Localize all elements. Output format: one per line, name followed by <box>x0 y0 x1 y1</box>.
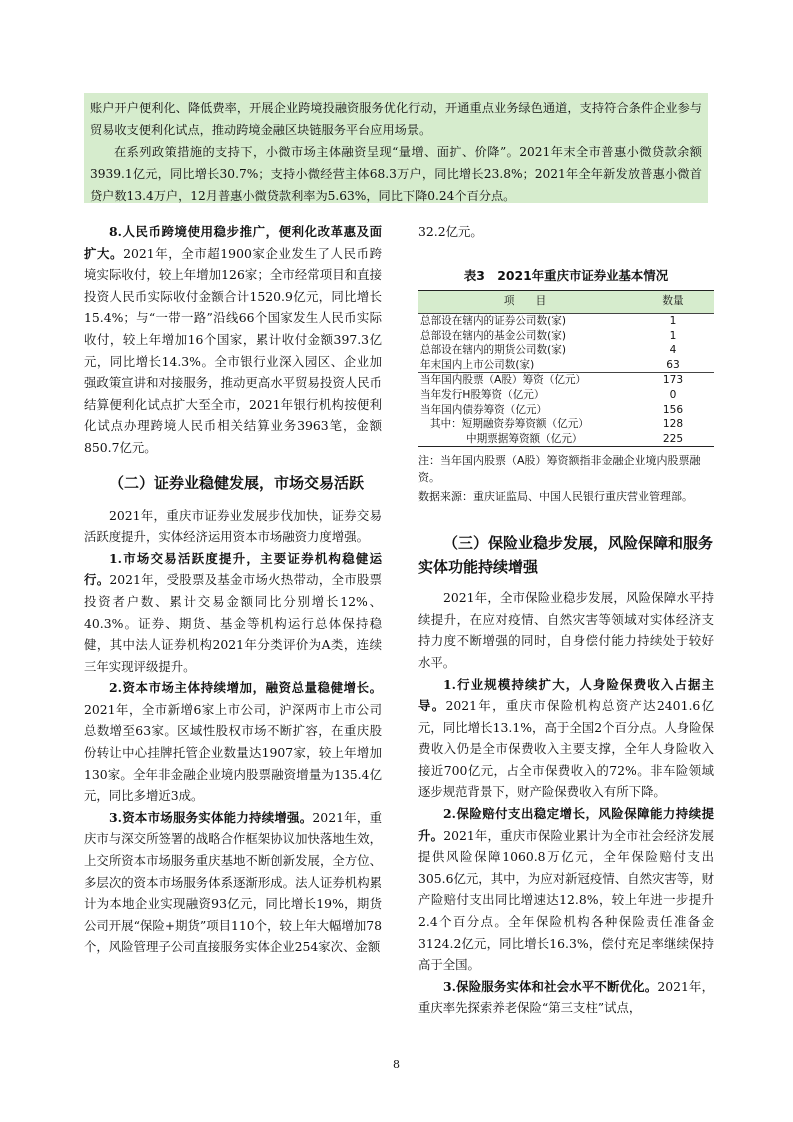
section-heading-securities: （二）证券业稳健发展，市场交易活跃 <box>109 473 365 492</box>
paragraph-body: 2021年，重庆市保险机构总资产达2401.6亿元，同比增长13.1%，高于全国2个百分点。人身险保费收入仍是全市保费收入主要支撑，全年人身险收入接近700亿元，占全市保费收入的72%。非车险领域逐步规范背景下，财产险保费收入有所下降。 <box>418 698 715 800</box>
right-column <box>418 221 714 1019</box>
paragraph-heading: 2.资本市场主体持续增加，融资总量稳健增长。 <box>109 680 382 696</box>
paragraph-body: 2021年，重庆率先探索养老保险“第三支柱”试点， <box>418 978 714 1016</box>
row-value: 1 <box>669 315 677 328</box>
row-label: 当年发行H股筹资（亿元） <box>420 389 545 402</box>
paragraph-heading: 3.保险服务实体和社会水平不断优化。 <box>443 978 658 994</box>
header-value: 数量 <box>632 291 714 314</box>
paragraph-heading: 3.资本市场服务实体能力持续增强。 <box>109 809 313 825</box>
row-value: 173 <box>632 373 714 388</box>
paragraph-body: 2021年，重庆市与深交所签署的战略合作框架协议加快落地生效，上交所资本市场服务重庆基地不断创新发展，全方位、多层次的资本市场服务体系逐渐形成。法人证券机构累计为本地企业实现融资93亿元，同比增长19%，期货公司开展“保险+期货”项目110个，较上年大幅增加78个，风险管理子公司直接服务实体企业254家次、金额 <box>84 809 382 955</box>
highlight-box <box>84 93 708 203</box>
left-column <box>84 221 382 958</box>
paragraph-heading: 1.行业规模持续扩大，人身险保费收入占据主导。 <box>418 676 714 714</box>
paragraph-heading: 1.市场交易活跃度提升，主要证券机构稳健运行。 <box>84 550 382 588</box>
table-row <box>418 432 714 447</box>
section-heading-insurance: （三）保险业稳步发展，风险保障和服务实体功能持续增强 <box>418 534 714 577</box>
row-value: 1 <box>669 329 677 342</box>
row-value: 156 <box>662 403 684 416</box>
row-value: 0 <box>669 389 677 402</box>
paragraph-rmb-crossborder <box>84 221 382 459</box>
row-value: 225 <box>632 432 714 447</box>
paragraph-capital-market <box>84 677 382 807</box>
table-header-row <box>418 291 714 314</box>
paragraph-body: 2021年，受股票及基金市场火热带动，全市股票投资者户数、累计交易金额同比分别增长12%、40.3%。证券、期货、基金等机构运行总体保持稳健，其中法人证券机构2021年分类评价为A类，连续三年实现评级提升。 <box>84 572 383 674</box>
row-value: 63 <box>666 358 680 371</box>
paragraph-heading: 2.保险赔付支出稳定增长，风险保障能力持续提升。 <box>418 806 714 843</box>
continued-text: 32.2亿元。 <box>418 224 483 239</box>
data-source: 数据来源：重庆证监局、中国人民银行重庆营业管理部。 <box>418 490 693 504</box>
insurance-intro: 2021年，全市保险业稳步发展，风险保障水平持续提升，在应对疫情、自然灾害等领域对实体经济支持力度不断增强的同时，自身偿付能力持续处于较好水平。 <box>418 590 714 670</box>
row-label: 当年国内股票（A股）筹资（亿元） <box>418 373 632 388</box>
table-row <box>418 328 714 343</box>
table-row <box>418 373 714 388</box>
table-row <box>418 402 714 417</box>
row-label: 总部设在辖内的期货公司数(家) <box>420 344 566 357</box>
paragraph-body: 2021年，全市超1900家企业发生了人民币跨境实际收付，较上年增加126家；全市经常项目和直接投资人民币实际收付金额合计1520.9亿元，同比增长15.4%；与“一带一路”沿线66个国家发生人民币实际收付，较上年增加16个国家，累计收付金额397.3亿元，同比增长14.3%。全市银行业深入园区、企业加强政策宣讲和对接服务，推动更高水平贸易投资人民币结算便利化试点扩大至全市，2021年银行机构按便利化试点办理跨境人民币相关结算业务3963笔，金额850.7亿元。 <box>84 245 383 455</box>
paragraph-body: 2021年，重庆市保险业累计为全市社会经济发展提供风险保障1060.8万亿元，全年保险赔付支出305.6亿元，其中，为应对新冠疫情、自然灾害等，财产险赔付支出同比增速达12.8%，较上年进一步提升2.4个百分点。全年保险机构各种保险责任准备金3124.2亿元，同比增长16.3%，偿付充足率继续保持高于全国。 <box>418 827 714 973</box>
table-row <box>418 343 714 358</box>
paragraph-service-capacity <box>84 807 382 958</box>
row-label: 总部设在辖内的证券公司数(家) <box>420 315 566 328</box>
row-label: 中期票据筹资额（亿元） <box>418 432 632 447</box>
row-value: 4 <box>669 344 677 357</box>
securities-table <box>418 290 714 447</box>
page-number: 8 <box>393 1058 400 1071</box>
table-row <box>418 313 714 328</box>
box-paragraph-2: 在系列政策措施的支持下，小微市场主体融资呈现“量增、面扩、价降”。2021年末全市普惠小微贷款余额3939.1亿元，同比增长30.7%；支持小微经营主体68.3万户，同比增长23.8%；2021年全年新发放普惠小微首贷户数13.4万户，12月普惠小微贷款利率为5.63%，同比下降0.24个百分点。 <box>90 145 702 203</box>
row-label: 其中：短期融资券筹资额（亿元） <box>430 418 589 431</box>
header-item: 项 目 <box>418 291 632 314</box>
box-paragraph-1: 账户开户便利化、降低费率，开展企业跨境投融资服务优化行动，开通重点业务绿色通道，支持符合条件企业参与贸易收支便利化试点，推动跨境金融区块链服务平台应用场景。 <box>90 101 702 137</box>
paragraph-heading: 8.人民币跨境使用稳步推广，便利化改革惠及面扩大。 <box>84 224 382 261</box>
paragraph-industry-scale <box>418 674 714 804</box>
paragraph-service-optimization <box>418 976 714 1019</box>
securities-intro: 2021年，重庆市证券业发展步伐加快，证券交易活跃度提升，实体经济运用资本市场融资力度增强。 <box>84 507 382 545</box>
table-row <box>418 388 714 403</box>
row-value: 128 <box>662 418 684 431</box>
table-row <box>418 417 714 432</box>
table-note: 注：当年国内股票（A股）筹资额指非金融企业境内股票融资。 <box>418 454 701 485</box>
table-caption: 表3 2021年重庆市证券业基本情况 <box>463 267 669 283</box>
row-label: 当年国内债券筹资（亿元） <box>420 403 548 416</box>
paragraph-body: 2021年，全市新增6家上市公司，沪深两市上市公司总数增至63家。区域性股权市场不断扩容，在重庆股份转让中心挂牌托管企业数量达1907家，较上年增加130家。全年非金融企业境内股票融资增量为135.4亿元，同比多增近3成。 <box>84 701 382 804</box>
row-label: 年末国内上市公司数(家) <box>420 358 535 371</box>
paragraph-market-activity <box>84 548 382 678</box>
paragraph-claims <box>418 803 714 976</box>
row-label: 总部设在辖内的基金公司数(家) <box>420 329 566 342</box>
table-row <box>418 358 714 373</box>
